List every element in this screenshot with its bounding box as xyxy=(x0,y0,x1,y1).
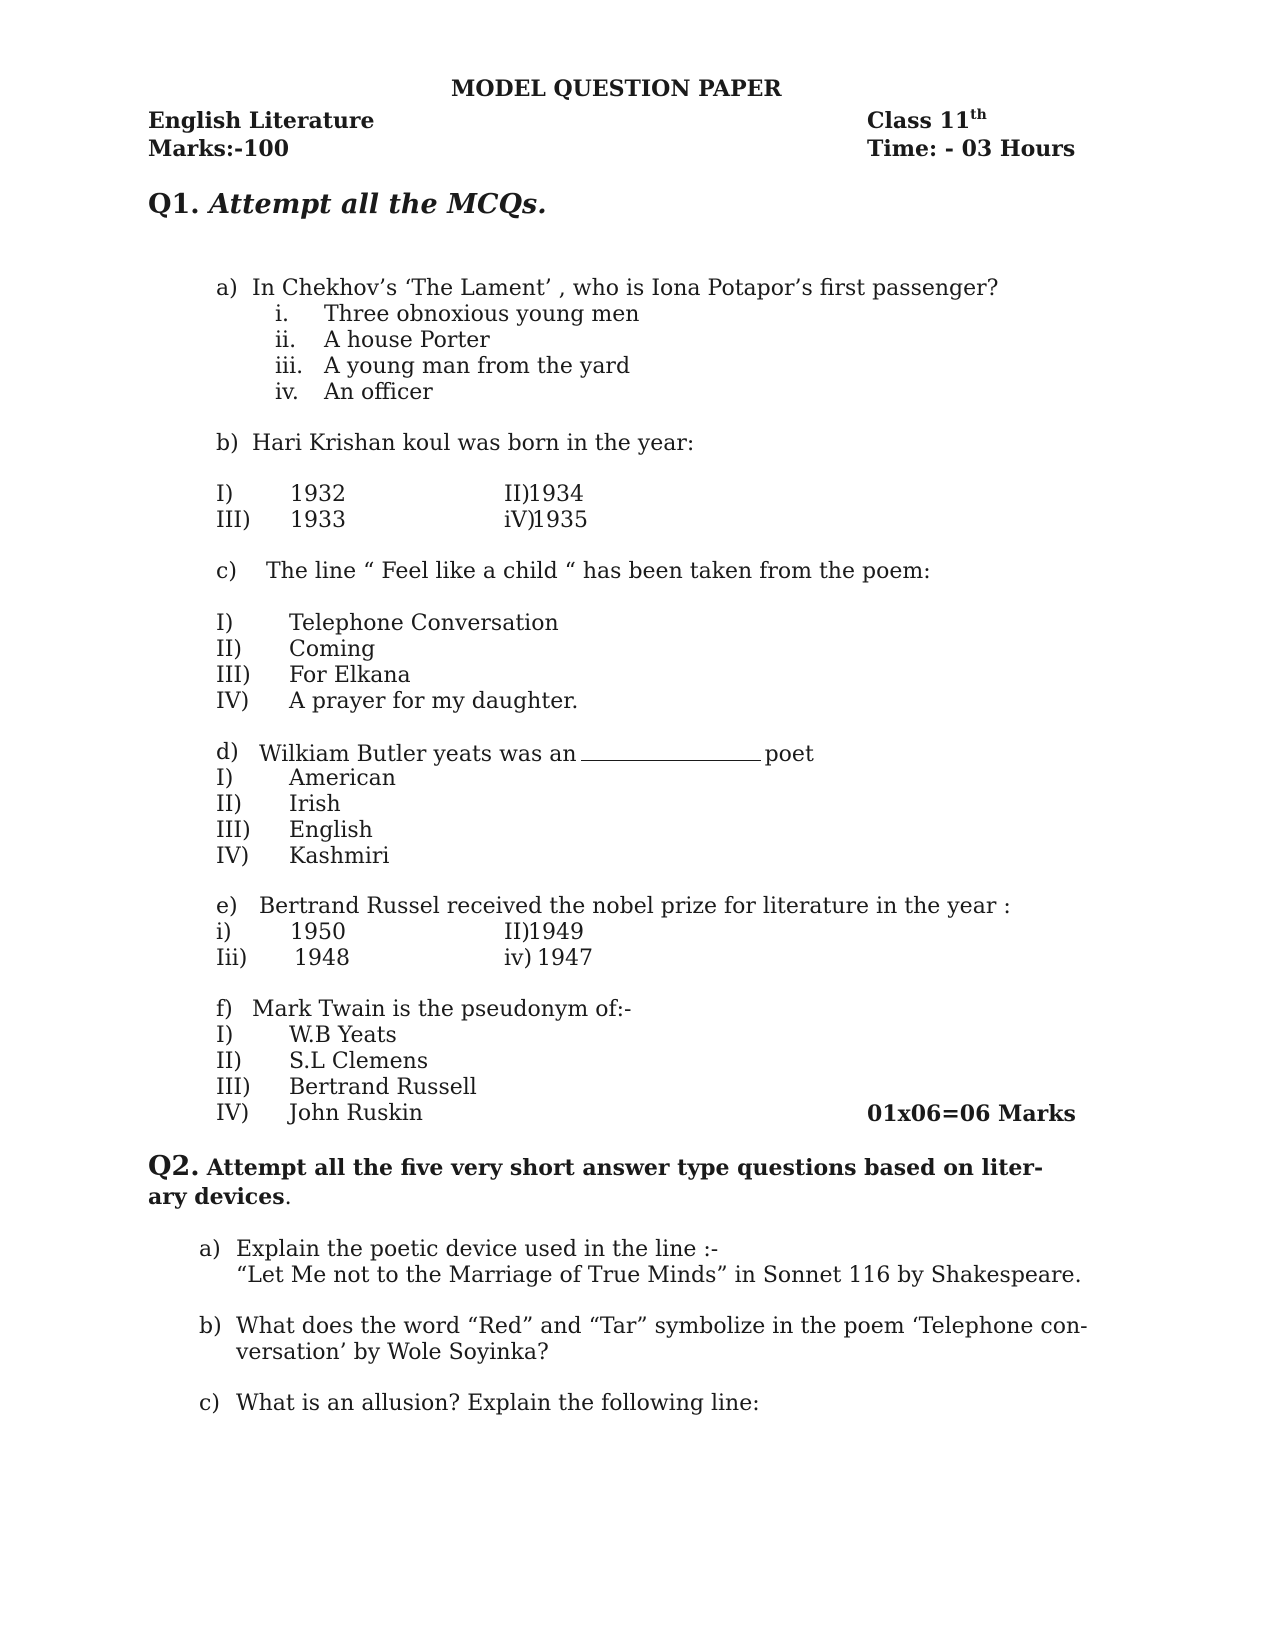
q1a-option-text: Three obnoxious young men xyxy=(324,302,640,327)
q1a-option-num: iv. xyxy=(275,380,299,405)
q2-heading-line1 xyxy=(148,1153,1043,1180)
q1d-option-text: Kashmiri xyxy=(289,844,390,869)
q1c-option-num: III) xyxy=(216,663,251,688)
q1-heading xyxy=(148,191,547,218)
q1f-option-num: IV) xyxy=(216,1101,250,1126)
q1d-question xyxy=(259,742,814,766)
q1c-option-num: II) xyxy=(216,637,242,662)
q1c-option-num: I) xyxy=(216,611,234,636)
fill-in-blank-line xyxy=(581,742,761,761)
q1e-option-text: 1950 xyxy=(290,920,346,945)
q1-marks: 01x06=06 Marks xyxy=(867,1101,1076,1127)
q2-instruction-end: . xyxy=(284,1185,292,1210)
q1a-label: a) xyxy=(216,276,238,301)
q1e-option-text: 1949 xyxy=(528,920,584,945)
q2-instruction-line2: ary devices xyxy=(148,1184,285,1210)
q1b-option-num: iV) xyxy=(504,508,536,533)
q1a-option-num: i. xyxy=(275,302,290,327)
q2b-line1: What does the word “Red” and “Tar” symbolize in the poem ‘Telephone con- xyxy=(236,1314,1088,1339)
q1b-option-text: 1933 xyxy=(290,508,346,533)
q1e-option-text: 1948 xyxy=(294,946,350,971)
q1b-option-num: II) xyxy=(504,482,530,507)
q1e-option-num: Iii) xyxy=(216,946,248,971)
q1d-option-text: American xyxy=(289,766,396,791)
q1e-option-num: i) xyxy=(216,920,232,945)
q1e-question: Bertrand Russel received the nobel prize for literature in the year : xyxy=(259,894,1011,919)
q1e-option-num: iv) xyxy=(504,946,533,971)
q1f-question: Mark Twain is the pseudonym of:- xyxy=(252,997,632,1022)
q1b-option-text: 1932 xyxy=(290,482,346,507)
q1d-option-num: III) xyxy=(216,818,251,843)
q1e-option-num: II) xyxy=(504,920,530,945)
q1f-label: f) xyxy=(216,997,233,1022)
q1b-option-text: 1935 xyxy=(532,508,588,533)
class-label xyxy=(867,107,987,134)
q2-instruction-line1: Attempt all the five very short answer type questions based on liter- xyxy=(206,1155,1044,1181)
q1f-option-num: I) xyxy=(216,1023,234,1048)
q2a-line1: Explain the poetic device used in the line :- xyxy=(236,1237,719,1262)
q1c-label: c) xyxy=(216,559,237,584)
q1f-option-text: Bertrand Russell xyxy=(289,1075,477,1100)
q1a-question: In Chekhov’s ‘The Lament’ , who is Iona Potapor’s first passenger? xyxy=(252,276,999,301)
q1d-option-text: Irish xyxy=(289,792,341,817)
q1b-option-num: III) xyxy=(216,508,251,533)
q1d-text-before: Wilkiam Butler yeats was an xyxy=(259,742,577,767)
q1b-question: Hari Krishan koul was born in the year: xyxy=(252,431,695,456)
q1d-option-text: English xyxy=(289,818,373,843)
q2c-label: c) xyxy=(199,1391,220,1416)
q2-heading-line2 xyxy=(148,1186,292,1209)
q1d-text-after: poet xyxy=(764,742,814,767)
q1d-option-num: IV) xyxy=(216,844,250,869)
q1f-option-text: S.L Clemens xyxy=(289,1049,429,1074)
q1d-option-num: I) xyxy=(216,766,234,791)
q1d-option-num: II) xyxy=(216,792,242,817)
paper-title: MODEL QUESTION PAPER xyxy=(451,76,782,102)
q1a-option-text: A house Porter xyxy=(324,328,490,353)
q1b-option-text: 1934 xyxy=(528,482,584,507)
q1c-question: The line “ Feel like a child “ has been taken from the poem: xyxy=(266,559,931,584)
total-marks: Marks:-100 xyxy=(148,136,290,162)
q1c-option-num: IV) xyxy=(216,689,250,714)
q1-number: Q1. xyxy=(148,189,200,220)
q1b-option-num: I) xyxy=(216,482,234,507)
class-superscript: th xyxy=(970,107,987,123)
q1c-option-text: Coming xyxy=(289,637,376,662)
q1c-option-text: For Elkana xyxy=(289,663,411,688)
q2b-label: b) xyxy=(199,1314,222,1339)
q2a-line2: “Let Me not to the Marriage of True Minds” in Sonnet 116 by Shakespeare. xyxy=(236,1263,1082,1288)
q2-number: Q2. xyxy=(148,1151,200,1182)
q1a-option-text: An officer xyxy=(324,380,433,405)
q1d-label: d) xyxy=(216,740,239,765)
q1f-option-num: III) xyxy=(216,1075,251,1100)
q2c-line1: What is an allusion? Explain the following line: xyxy=(236,1391,760,1416)
subject-label: English Literature xyxy=(148,108,375,134)
q1f-option-text: John Ruskin xyxy=(289,1101,423,1126)
q1f-option-text: W.B Yeats xyxy=(289,1023,397,1048)
time-label: Time: - 03 Hours xyxy=(867,136,1076,162)
q2a-label: a) xyxy=(199,1237,221,1262)
class-text: Class 11 xyxy=(867,108,971,134)
q1e-label: e) xyxy=(216,894,238,919)
q1f-option-num: II) xyxy=(216,1049,242,1074)
q1c-option-text: Telephone Conversation xyxy=(289,611,559,636)
q1e-option-text: 1947 xyxy=(537,946,593,971)
q1a-option-num: iii. xyxy=(275,354,304,379)
q1a-option-text: A young man from the yard xyxy=(324,354,631,379)
q1a-option-num: ii. xyxy=(275,328,297,353)
q1c-option-text: A prayer for my daughter. xyxy=(289,689,579,714)
q2b-line2: versation’ by Wole Soyinka? xyxy=(236,1340,549,1365)
q1b-label: b) xyxy=(216,431,239,456)
q1-instruction: Attempt all the MCQs. xyxy=(209,189,547,220)
